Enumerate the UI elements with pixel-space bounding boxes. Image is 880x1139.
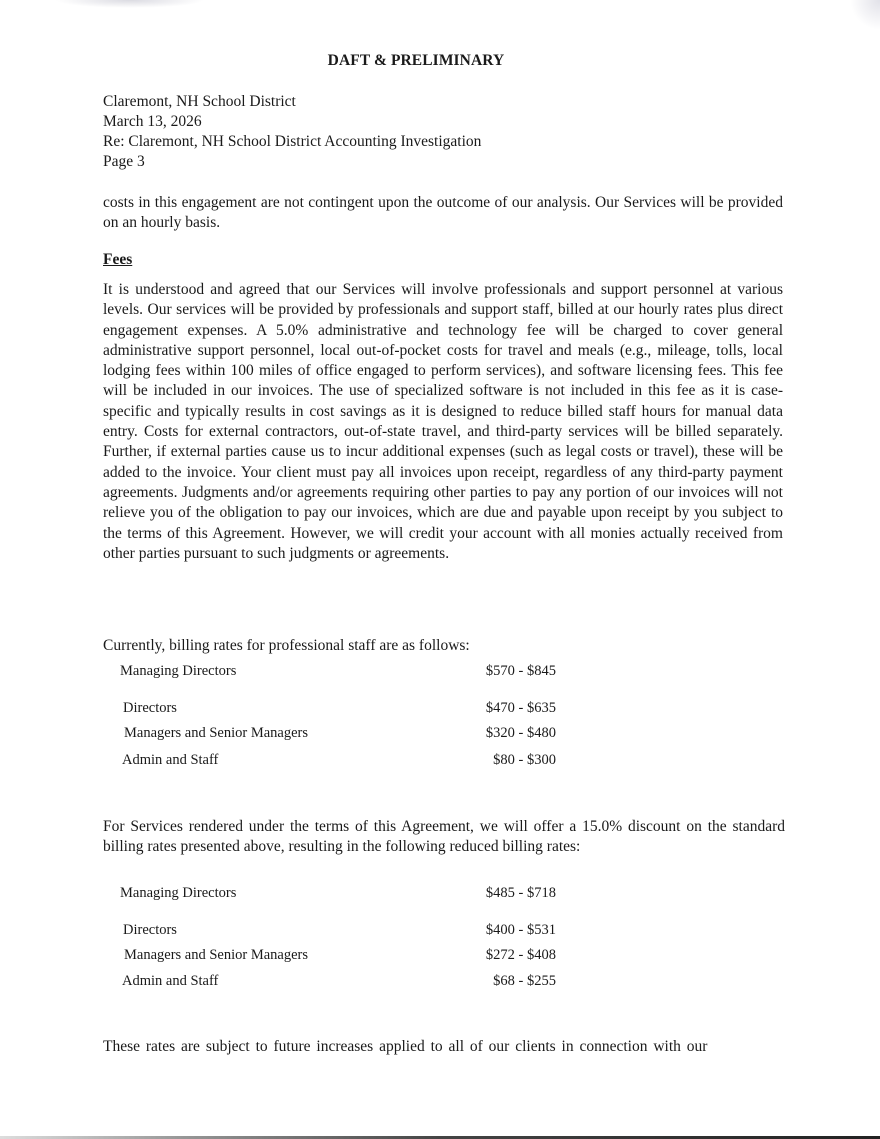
rate-range: $570 - $845	[485, 663, 556, 679]
subject-line: Re: Claremont, NH School District Accounting Investigation	[103, 133, 482, 150]
date-line: March 13, 2026	[103, 113, 202, 130]
document-title: DAFT & PRELIMINARY	[327, 52, 505, 69]
rate-range: $80 - $300	[493, 752, 556, 768]
rate-row	[120, 663, 560, 683]
discount-paragraph: For Services rendered under the terms of this Agreement, we will offer a 15.0% discount on the standard billing rates presented above, resulting in the following reduced billing rates:	[103, 818, 785, 856]
rate-role: Directors	[123, 700, 177, 716]
rate-range: $320 - $480	[485, 725, 556, 741]
rate-row	[120, 725, 560, 745]
rate-role: Managers and Senior Managers	[124, 947, 309, 963]
rate-role: Admin and Staff	[122, 752, 219, 768]
rate-role: Managers and Senior Managers	[124, 725, 309, 741]
letter-header	[103, 92, 481, 172]
rate-row	[120, 885, 560, 905]
fees-paragraph: It is understood and agreed that our Services will involve professionals and support personnel at various levels. Our services will be provided by professionals and support staff, billed at our hourly rates plus direct engagement expenses. A 5.0% administrative and technology fee will be charged to cover general administrative support personnel, local out-of-pocket costs for travel and meals (e.g., mileage, tolls, local lodging fees within 100 miles of office engaged to perform services), and software licensing fees. This fee will be included in our invoices. The use of specialized software is not included in this fee as it is case-specific and typically results in cost savings as it is designed to reduce billed staff hours for manual data entry. Costs for external contractors, out-of-state travel, and third-party services will be billed separately. Further, if external parties cause us to incur additional expenses (such as legal costs or travel), these will be added to the invoice. Your client must pay all invoices upon receipt, regardless of any third-party payment agreements. Judgments and/or agreements requiring other parties to pay any portion of our invoices will not relieve you of the obligation to pay our invoices, which are due and payable upon receipt by you subject to the terms of this Agreement. However, we will credit your account with all monies actually received from other parties pursuant to such judgments or agreements.	[103, 281, 783, 562]
rate-row	[120, 947, 560, 967]
rate-range: $470 - $635	[485, 700, 556, 716]
rate-row	[120, 700, 560, 720]
page-number: Page 3	[103, 153, 145, 170]
rate-row	[120, 752, 560, 772]
rate-range: $68 - $255	[493, 973, 556, 989]
rate-range: $485 - $718	[485, 885, 556, 901]
rate-range: $272 - $408	[485, 947, 556, 963]
recipient-line: Claremont, NH School District	[103, 93, 296, 110]
rate-range: $400 - $531	[485, 922, 556, 938]
rate-role: Admin and Staff	[122, 973, 219, 989]
rate-role: Managing Directors	[120, 663, 237, 679]
fees-heading: Fees	[103, 251, 133, 268]
standard-rates-intro: Currently, billing rates for professional staff are as follows:	[103, 637, 470, 654]
intro-paragraph: costs in this engagement are not contingent upon the outcome of our analysis. Our Services will be provided on an hourly basis.	[103, 194, 783, 232]
rate-role: Directors	[123, 922, 177, 938]
closing-line: These rates are subject to future increases applied to all of our clients in connection with our	[103, 1038, 708, 1055]
rate-row	[120, 922, 560, 942]
rate-role: Managing Directors	[120, 885, 237, 901]
rate-row	[120, 973, 560, 993]
